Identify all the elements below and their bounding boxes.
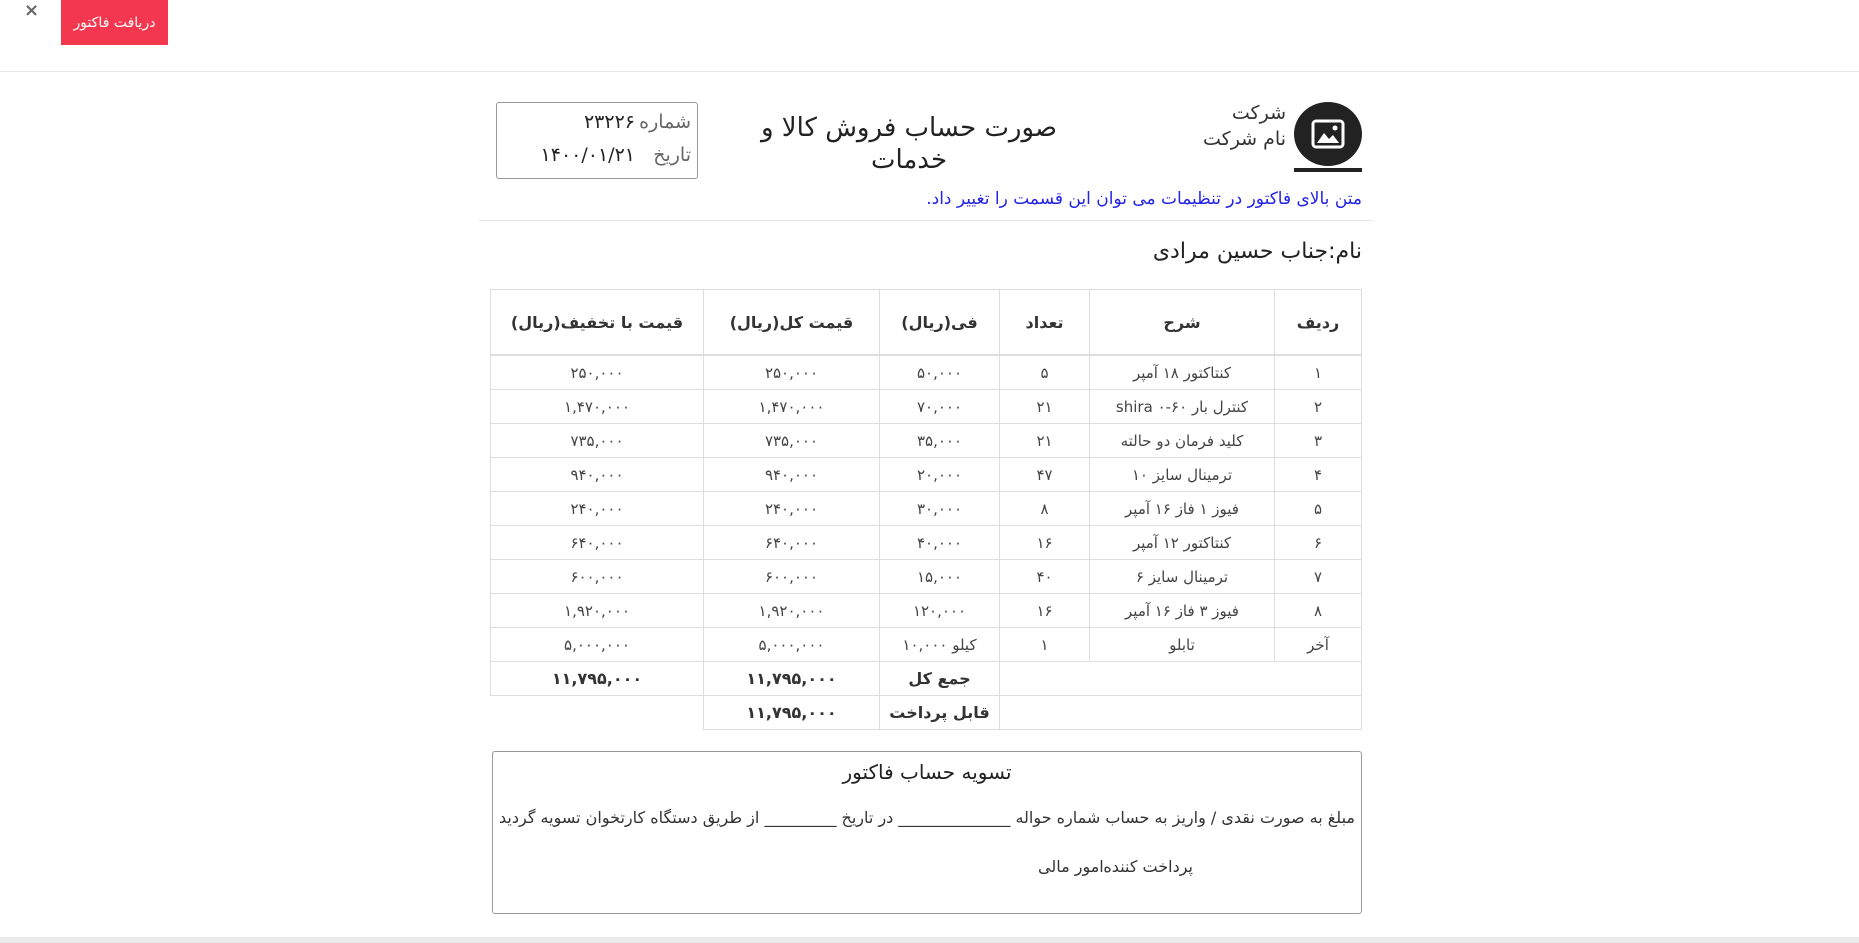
total-row <box>491 662 1362 696</box>
table-row <box>491 424 1362 458</box>
cell-discounted-price: ۹۴۰,۰۰۰ <box>491 458 704 492</box>
number-label: شماره <box>639 111 691 133</box>
cell-row-number: ۱ <box>1275 355 1362 390</box>
number-value: ۲۳۲۲۶ <box>583 111 635 133</box>
cell-discounted-price: ۵,۰۰۰,۰۰۰ <box>491 628 704 662</box>
company-name: نام شرکت <box>1203 128 1286 150</box>
table-row <box>491 594 1362 628</box>
cell-description: کنتاکتور ۱۲ آمپر <box>1090 526 1275 560</box>
table-row <box>491 458 1362 492</box>
payable-blank <box>1000 696 1362 730</box>
cell-discounted-price: ۶۴۰,۰۰۰ <box>491 526 704 560</box>
cell-description: ترمینال سایز ۱۰ <box>1090 458 1275 492</box>
payer-signature-label: پرداخت کننده <box>1103 857 1193 876</box>
cell-row-number: ۶ <box>1275 526 1362 560</box>
table-row <box>491 355 1362 390</box>
col-total-price: قیمت کل(ریال) <box>704 290 880 356</box>
cell-total-price: ۹۴۰,۰۰۰ <box>704 458 880 492</box>
table-row <box>491 492 1362 526</box>
cell-unit-price: ۳۵,۰۰۰ <box>880 424 1000 458</box>
table-row <box>491 628 1362 662</box>
invoice-header <box>479 72 1372 182</box>
total-label: جمع کل <box>880 662 1000 696</box>
cell-total-price: ۵,۰۰۰,۰۰۰ <box>704 628 880 662</box>
cell-total-price: ۷۳۵,۰۰۰ <box>704 424 880 458</box>
date-label: تاریخ <box>653 144 691 166</box>
date-value: ۱۴۰۰/۰۱/۲۱ <box>540 144 635 166</box>
cell-total-price: ۶۰۰,۰۰۰ <box>704 560 880 594</box>
cell-description: ترمینال سایز ۶ <box>1090 560 1275 594</box>
cell-unit-price: ۷۰,۰۰۰ <box>880 390 1000 424</box>
cell-total-price: ۲۴۰,۰۰۰ <box>704 492 880 526</box>
cell-discounted-price: ۲۴۰,۰۰۰ <box>491 492 704 526</box>
cell-unit-price: کیلو ۱۰,۰۰۰ <box>880 628 1000 662</box>
cell-quantity: ۲۱ <box>1000 390 1090 424</box>
cell-quantity: ۵ <box>1000 355 1090 390</box>
cell-quantity: ۸ <box>1000 492 1090 526</box>
cell-description: کنتاکتور ۱۸ آمپر <box>1090 355 1275 390</box>
company-label: شرکت <box>1231 102 1286 124</box>
table-row <box>491 526 1362 560</box>
table-row <box>491 390 1362 424</box>
cell-quantity: ۱ <box>1000 628 1090 662</box>
cell-discounted-price: ۲۵۰,۰۰۰ <box>491 355 704 390</box>
cell-unit-price: ۱۲۰,۰۰۰ <box>880 594 1000 628</box>
cell-description: تابلو <box>1090 628 1275 662</box>
cell-description: فیوز ۳ فاز ۱۶ آمپر <box>1090 594 1275 628</box>
table-row <box>491 560 1362 594</box>
download-invoice-button[interactable]: دریافت فاکتور <box>61 0 168 45</box>
col-unit-price: فی(ریال) <box>880 290 1000 356</box>
cell-discounted-price: ۱,۹۲۰,۰۰۰ <box>491 594 704 628</box>
image-placeholder-icon <box>1294 102 1362 166</box>
company-block <box>1203 100 1286 152</box>
total-blank <box>1000 662 1362 696</box>
logo-underline <box>1294 168 1362 172</box>
cell-total-price: ۱,۹۲۰,۰۰۰ <box>704 594 880 628</box>
payable-value: ۱۱,۷۹۵,۰۰۰ <box>704 696 880 730</box>
cell-row-number: ۷ <box>1275 560 1362 594</box>
settlement-box <box>492 751 1362 914</box>
cell-discounted-price: ۷۳۵,۰۰۰ <box>491 424 704 458</box>
col-discounted-price: قیمت با تخفیف(ریال) <box>491 290 704 356</box>
invoice-top-text: متن بالای فاکتور در تنظیمات می توان این قسمت را تغییر داد. <box>926 189 1362 209</box>
invoice-table <box>490 289 1362 730</box>
cell-total-price: ۲۵۰,۰۰۰ <box>704 355 880 390</box>
cell-row-number: ۸ <box>1275 594 1362 628</box>
invoice-number-box <box>496 102 698 179</box>
finance-signature-label: امور مالی <box>1038 857 1104 876</box>
cell-unit-price: ۳۰,۰۰۰ <box>880 492 1000 526</box>
cell-quantity: ۲۱ <box>1000 424 1090 458</box>
cell-total-price: ۱,۴۷۰,۰۰۰ <box>704 390 880 424</box>
table-header-row <box>491 290 1362 356</box>
payable-row <box>491 696 1362 730</box>
cell-unit-price: ۲۰,۰۰۰ <box>880 458 1000 492</box>
col-quantity: تعداد <box>1000 290 1090 356</box>
cell-quantity: ۱۶ <box>1000 526 1090 560</box>
payable-label: قابل پرداخت <box>880 696 1000 730</box>
cell-unit-price: ۴۰,۰۰۰ <box>880 526 1000 560</box>
settlement-title: تسویه حساب فاکتور <box>842 760 1012 784</box>
total-value: ۱۱,۷۹۵,۰۰۰ <box>704 662 880 696</box>
col-description: شرح <box>1090 290 1275 356</box>
settlement-text: مبلغ به صورت نقدی / واریز به حساب شماره حواله ______________ در تاریخ _________ از طریق دستگاه کارتخوان تسویه گردید <box>499 808 1355 827</box>
cell-discounted-price: ۱,۴۷۰,۰۰۰ <box>491 390 704 424</box>
cell-row-number: ۴ <box>1275 458 1362 492</box>
cell-quantity: ۴۰ <box>1000 560 1090 594</box>
cell-row-number: ۳ <box>1275 424 1362 458</box>
close-icon[interactable]: × <box>24 0 40 21</box>
cell-discounted-price: ۶۰۰,۰۰۰ <box>491 560 704 594</box>
cell-quantity: ۱۶ <box>1000 594 1090 628</box>
cell-unit-price: ۱۵,۰۰۰ <box>880 560 1000 594</box>
bottom-scrollbar[interactable] <box>0 937 1859 943</box>
cell-quantity: ۴۷ <box>1000 458 1090 492</box>
customer-name: نام:جناب حسین مرادی <box>1152 239 1362 264</box>
cell-row-number: ۵ <box>1275 492 1362 526</box>
invoice <box>479 72 1372 914</box>
cell-row-number: آخر <box>1275 628 1362 662</box>
total-discount-value: ۱۱,۷۹۵,۰۰۰ <box>491 662 704 696</box>
payable-empty <box>491 696 704 730</box>
cell-description: کنترل بار ۶۰-۰ shira <box>1090 390 1275 424</box>
cell-unit-price: ۵۰,۰۰۰ <box>880 355 1000 390</box>
col-row-number: ردیف <box>1275 290 1362 356</box>
cell-description: فیوز ۱ فاز ۱۶ آمپر <box>1090 492 1275 526</box>
page-title: صورت حساب فروش کالا و خدمات <box>760 113 1058 175</box>
cell-row-number: ۲ <box>1275 390 1362 424</box>
cell-description: کلید فرمان دو حالته <box>1090 424 1275 458</box>
cell-total-price: ۶۴۰,۰۰۰ <box>704 526 880 560</box>
